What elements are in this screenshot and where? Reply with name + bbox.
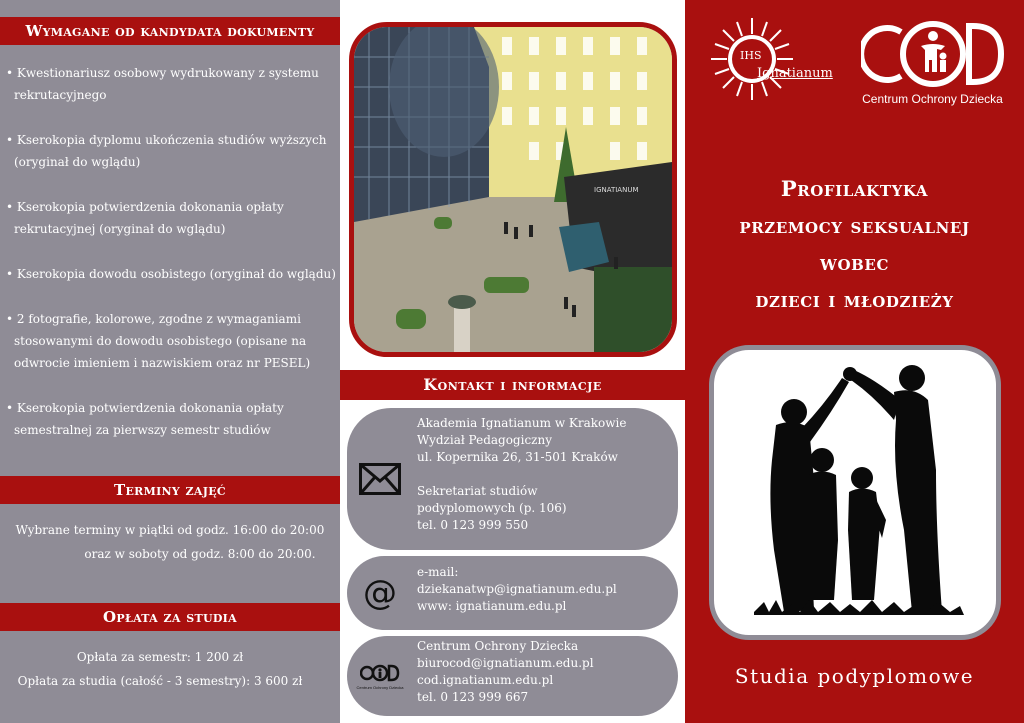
document-line: semestralnej za pierwszy semestr studiów	[14, 423, 271, 437]
list-item	[6, 62, 336, 106]
right-panel	[685, 0, 1024, 723]
document-line: • Kserokopia potwierdzenia dokonania opłaty	[6, 401, 284, 415]
ignatianum-logo-text: Ignatianum	[757, 66, 833, 81]
document-line: (oryginał do wglądu)	[14, 155, 141, 169]
fee-line: Opłata za studia (całość - 3 semestry): 3 600 zł	[17, 674, 303, 688]
subtitle: Studia podyplomowe	[734, 664, 975, 688]
ignatianum-logo	[707, 14, 833, 104]
email-label: e-mail:	[417, 565, 459, 579]
document-line: • Kserokopia dowodu osobistego (oryginał do wglądu)	[6, 267, 336, 281]
at-sign-icon: @	[363, 573, 397, 613]
title-line: przemocy seksualnej	[739, 213, 970, 238]
title-line: dzieci i młodzieży	[755, 287, 954, 312]
website-link[interactable]: www: ignatianum.edu.pl	[417, 599, 567, 613]
address-card	[347, 408, 678, 550]
campus-photo-illustration	[354, 27, 672, 352]
campus-photo	[349, 22, 677, 357]
fee-line: Opłata za semestr: 1 200 zł	[76, 650, 244, 664]
terms-line: oraz w soboty od godz. 8:00 do 20:00.	[84, 547, 316, 561]
family-silhouette-illustration	[714, 350, 996, 635]
middle-panel	[340, 0, 685, 723]
document-line: odwrocie imieniem i nazwiskiem oraz nr PESEL)	[14, 356, 311, 370]
cod-contact-card	[347, 636, 678, 716]
list-item	[6, 397, 336, 441]
family-silhouette-image	[709, 345, 1001, 640]
document-line: • Kwestionariusz osobowy wydrukowany z systemu	[6, 66, 319, 80]
list-item	[6, 129, 336, 173]
website-link[interactable]: cod.ignatianum.edu.pl	[417, 673, 554, 687]
document-line: rekrutacyjnego	[14, 88, 107, 102]
title-line: Profilaktyka	[780, 176, 929, 201]
address-line: podyplomowych (p. 106)	[417, 501, 567, 515]
envelope-icon	[355, 408, 405, 550]
list-item	[6, 308, 336, 374]
terms-text	[0, 518, 340, 566]
documents-header: Wymagane od kandydata dokumenty	[0, 17, 340, 45]
photo-sign: IGNATIANUM	[594, 186, 639, 194]
list-item	[6, 263, 336, 285]
phone-text: tel. 0 123 999 667	[417, 690, 529, 704]
terms-line: Wybrane terminy w piątki od godz. 16:00 do 20:00	[15, 523, 325, 537]
cod-name: Centrum Ochrony Dziecka	[417, 639, 579, 653]
cod-logo	[861, 18, 1006, 90]
title-line: wobec	[820, 250, 889, 275]
terms-header: Terminy zajęć	[0, 476, 340, 504]
phone-text: tel. 0 123 999 550	[417, 518, 529, 532]
address-line: Akademia Ignatianum w Krakowie	[417, 416, 627, 430]
page-title	[685, 170, 1024, 318]
address-line: Sekretariat studiów	[417, 484, 538, 498]
left-panel	[0, 0, 340, 723]
address-line: ul. Kopernika 26, 31-501 Kraków	[417, 450, 618, 464]
fee-text	[0, 645, 320, 693]
document-line: rekrutacyjnej (oryginał do wglądu)	[14, 222, 226, 236]
sunburst-icon	[707, 14, 797, 104]
cod-caption: Centrum Ochrony Dziecka	[862, 92, 1003, 106]
list-item	[6, 196, 336, 240]
ihs-text: IHS	[740, 49, 762, 62]
cod-mini-caption: Centrum Ochrony Dziecka	[356, 685, 404, 690]
document-line: stosowanymi do dowodu osobistego (opisane na	[14, 334, 307, 348]
cod-logo-icon	[355, 636, 405, 716]
documents-list	[6, 62, 336, 464]
document-line: • Kserokopia dyplomu ukończenia studiów wyższych	[6, 133, 327, 147]
contact-header: Kontakt i informacje	[340, 370, 685, 400]
email-link[interactable]: dziekanatwp@ignatianum.edu.pl	[417, 582, 617, 596]
fee-header: Opłata za studia	[0, 603, 340, 631]
email-card	[347, 556, 678, 630]
address-line: Wydział Pedagogiczny	[417, 433, 552, 447]
document-line: • Kserokopia potwierdzenia dokonania opłaty	[6, 200, 284, 214]
document-line: • 2 fotografie, kolorowe, zgodne z wymaganiami	[6, 312, 301, 326]
email-link[interactable]: biurocod@ignatianum.edu.pl	[417, 656, 594, 670]
